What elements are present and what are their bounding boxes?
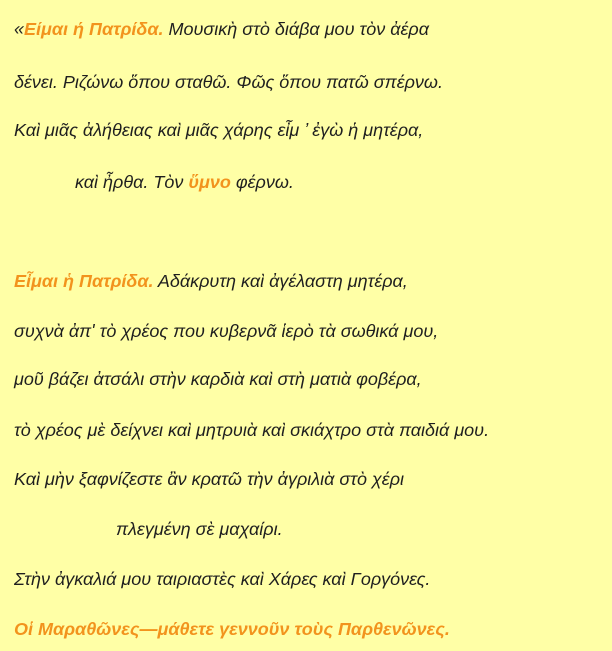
- poem-line-1: [14, 18, 429, 40]
- homeland-heading-2: Εἶμαι ἡ Πατρίδα.: [14, 271, 154, 291]
- poem-line-8: τὸ χρέος μὲ δείχνει καὶ μητρυιὰ καὶ σκιάχτρο στὰ παιδιά μου.: [14, 420, 490, 440]
- poem-line-2: δένει. Ριζώνω ὅπου σταθῶ. Φῶς ὅπου πατῶ σπέρνω.: [14, 72, 443, 92]
- poem-line-3: Καὶ μιᾶς ἀλήθειας καὶ μιᾶς χάρης εἶμ ’ ἐγὼ ἡ μητέρα,: [14, 120, 424, 140]
- poem-line-4: [75, 171, 294, 193]
- homeland-heading-1: Είμαι ή Πατρίδα.: [24, 19, 164, 39]
- poem-line-11: Στὴν ἀγκαλιά μου ταιριαστὲς καὶ Χάρες καὶ Γοργόνες.: [14, 569, 431, 589]
- poem-line-6: συχνὰ ἀπ' τὸ χρέος που κυβερνᾶ ἱερὸ τὰ σωθικά μου,: [14, 321, 439, 341]
- poem-line-5-text: Αδάκρυτη καὶ ἀγέλαστη μητέρα,: [153, 271, 408, 291]
- poem-line-9: Καὶ μὴν ξαφνίζεστε ἂν κρατῶ τὴν ἀγριλιὰ στὸ χέρι: [14, 469, 405, 489]
- poem-line-7: μοῦ βάζει ἀτσάλι στὴν καρδιὰ καὶ στὴ ματιὰ φοβέρα,: [14, 369, 422, 389]
- poem-line-12: Οἱ Μαραθῶνες—μάθετε γεννοῦν τοὺς Παρθενῶνες.: [14, 619, 450, 639]
- hymn-highlight: ὕμνο: [188, 172, 231, 192]
- poem-line-4-after: φέρνω.: [230, 172, 294, 192]
- poem-line-1-text: Μουσικὴ στὸ διάβα μου τὸν ἀέρα: [163, 19, 429, 39]
- poem-line-5: [14, 270, 408, 292]
- poem-line-10: πλεγμένη σὲ μαχαίρι.: [116, 519, 283, 539]
- poem-line-4-before: καὶ ἦρθα. Τὸν: [75, 172, 189, 192]
- opening-quote: «: [14, 19, 25, 39]
